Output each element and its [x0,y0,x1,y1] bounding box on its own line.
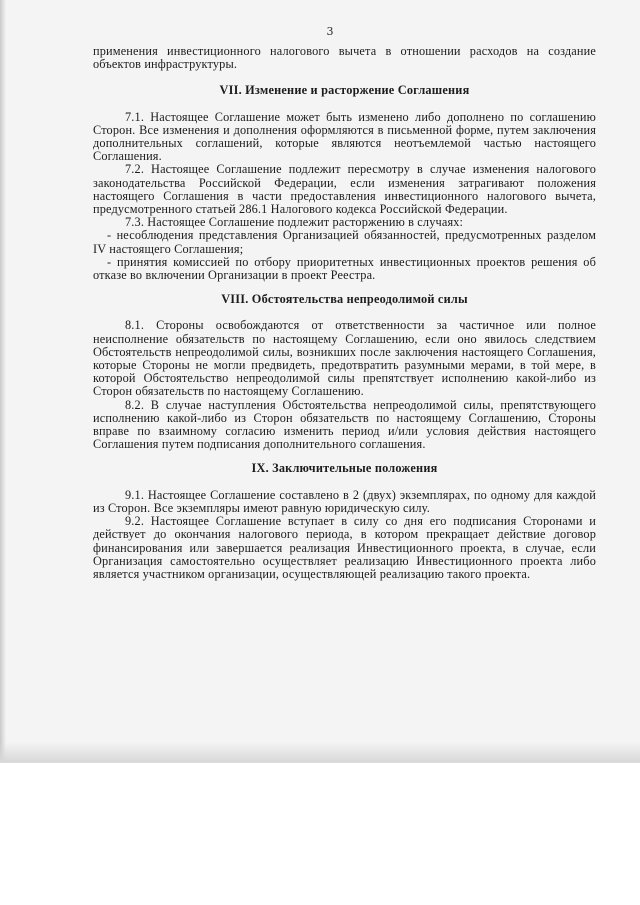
paragraph-8-1: 8.1. Стороны освобождаются от ответственности за частичное или полное неисполнение обязательств по настоящему Соглашению, если оно явилось следствием Обстоятельств непреодолимой силы, возникших после заключения настоящего Соглашения, которые Стороны не могли предвидеть, предотвратить разумными мерами, в той мере, в которой Обстоятельство непреодолимой силы препятствует исполнению какой-либо из Сторон обязательств по настоящему Соглашению. [93,318,596,399]
paragraph-7-2: 7.2. Настоящее Соглашение подлежит пересмотру в случае изменения налогового законодательства Российской Федерации, если изменения затрагивают положения настоящего Соглашения в части предоставления инвестиционного налогового вычета, предусмотренного статьей 286.1 Налогового кодекса Российской Федерации. [93,162,596,217]
scan-edge-shadow [0,0,6,762]
paragraph-8-2: 8.2. В случае наступления Обстоятельства непреодолимой силы, препятствующего исполнению какой-либо из Сторон обязательств по настоящему Соглашению, Стороны вправе по взаимному согласию изменить период и/или условия действия настоящего Соглашения путем подписания дополнительного соглашения. [93,397,596,452]
section-vii-heading: VII. Изменение и расторжение Соглашения [219,83,470,98]
page-number: 3 [326,25,334,38]
section-ix-heading: IX. Заключительные положения [251,461,438,476]
paragraph-9-1: 9.1. Настоящее Соглашение составлено в 2 (двух) экземплярах, по одному для каждой из Сторон. Все экземпляры имеют равную юридическую силу. [93,487,596,515]
paragraph-9-2: 9.2. Настоящее Соглашение вступает в силу со дня его подписания Сторонами и действует до окончания налогового периода, в котором прекращает действие договор финансирования или завершается реализация Инвестиционного проекта, в случае, если Организация самостоятельно осуществляет реализацию Инвестиционного проекта либо является участником организации, осуществляющей реализацию такого проекта. [93,514,596,581]
scan-bottom-shadow [0,742,640,762]
intro-paragraph: применения инвестиционного налогового вычета в отношении расходов на создание объектов инфраструктуры. [93,44,596,72]
list-item-7-3-2: - принятия комиссией по отбору приоритетных инвестиционных проектов решения об отказе во включении Организации в проект Реестра. [93,254,596,283]
paragraph-7-3: 7.3. Настоящее Соглашение подлежит расторжению в случаях: [125,215,464,230]
paragraph-7-1: 7.1. Настоящее Соглашение может быть изменено либо дополнено по соглашению Сторон. Все изменения и дополнения оформляются в письменной форме, путем заключения дополнительных соглашений, которые являются неотъемлемой частью настоящего Соглашения. [93,109,596,164]
document-body [93,45,596,581]
section-viii-heading: VIII. Обстоятельства непреодолимой силы [221,292,468,307]
list-item-7-3-1: - несоблюдения представления Организацией обязанностей, предусмотренных разделом IV настоящего Соглашения; [93,228,596,256]
